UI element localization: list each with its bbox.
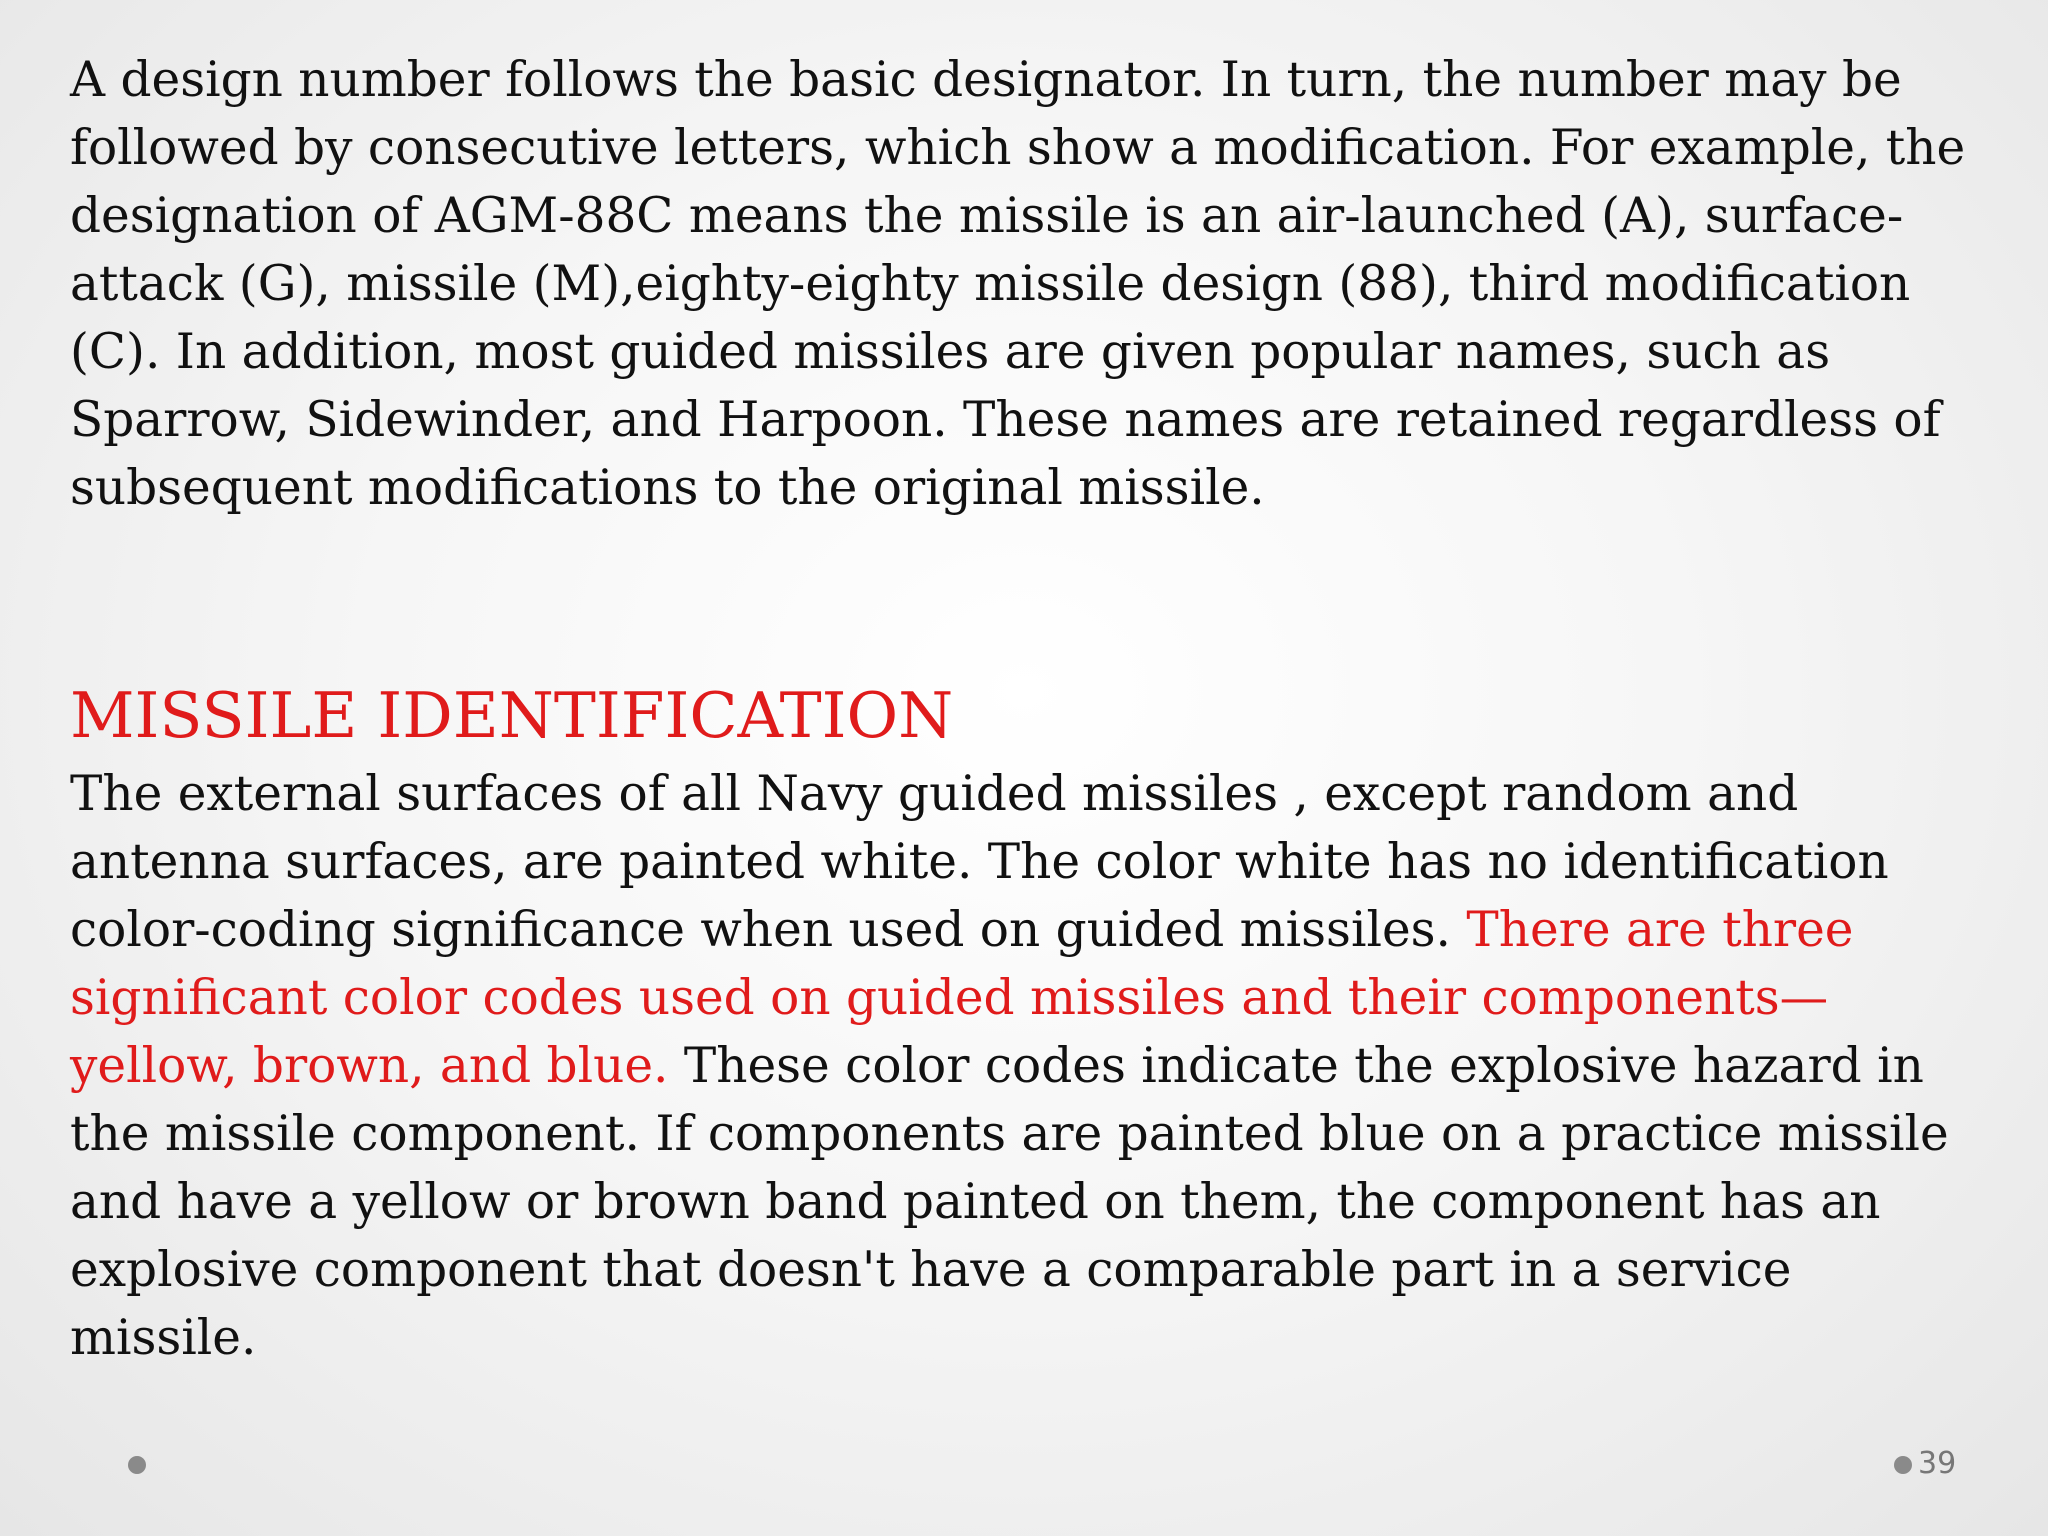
section-heading: MISSILE IDENTIFICATION [70,679,954,752]
page-number: 39 [1918,1446,1957,1481]
color-codes-highlight: There are three significant color codes used on guided missiles and their components—yellow, brown, and blue. [70,902,1854,1094]
footer-dot-left [128,1456,146,1474]
intro-paragraph: A design number follows the basic designator. In turn, the number may be followed by consecutive letters, which show a modification. For example, the designation of AGM-88C means the missile is an air-launched (A), surface-attack (G), missile (M),eighty-eighty missile design (88), third modification (C). In addition, most guided missiles are given popular names, such as Sparrow, Sidewinder, and Harpoon. These names are retained regardless of subsequent modifications to the original missile. [70,52,1966,516]
identification-paragraph [70,760,1990,1372]
identification-text-rest: These color codes indicate the explosive hazard in the missile component. If components are painted blue on a practice missile and have a yellow or brown band painted on them, the component has an explosive component that doesn't have a comparable part in a service missile. [70,1038,1949,1366]
identification-text-intro: The external surfaces of all Navy guided missiles , except random and antenna surfaces, are painted white. The color white has no identification color-coding significance when used on guided missiles. [70,766,1889,958]
footer-dot-right [1894,1456,1912,1474]
